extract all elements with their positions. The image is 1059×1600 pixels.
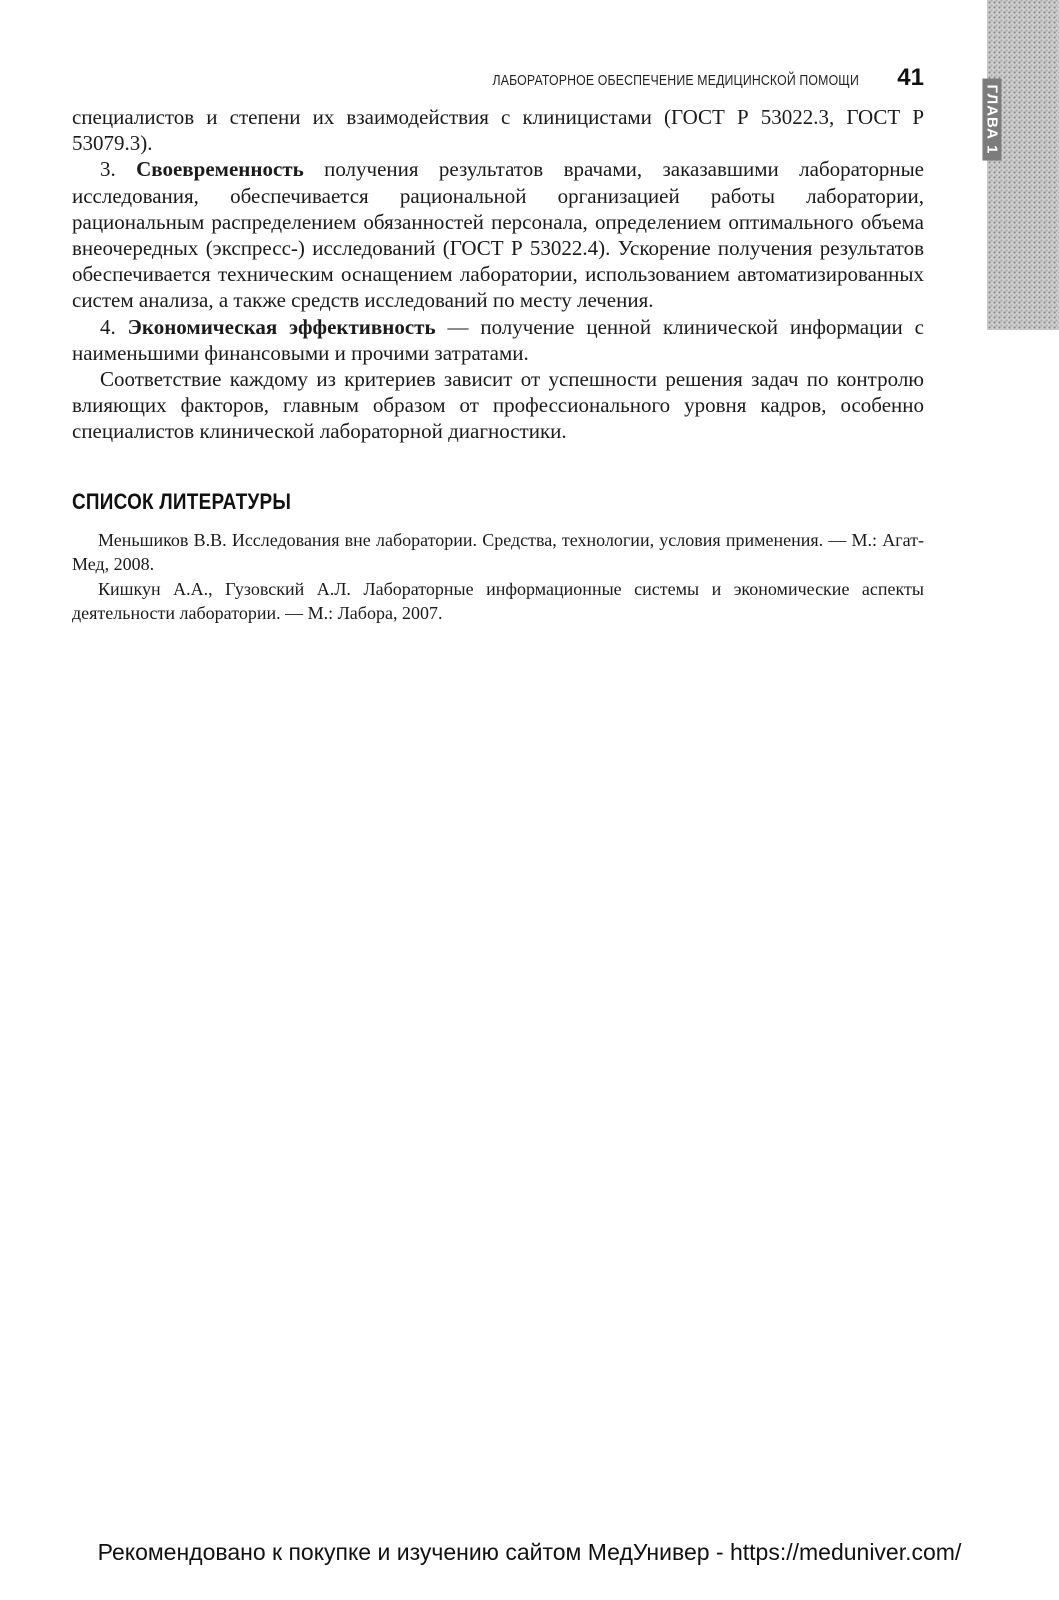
reference-item: Кишкун А.А., Гузовский А.Л. Лабораторные информационные системы и экономические аспекты деятельности лаборатории. — М.: Лабора, 2007. <box>72 579 924 623</box>
footer-recommendation: Рекомендовано к покупке и изучению сайтом МедУнивер - https://meduniver.com/ <box>97 1539 962 1565</box>
term-efficiency: Экономическая эффективность <box>127 314 436 339</box>
term-timeliness: Своевременность <box>136 157 304 182</box>
references-list <box>72 528 924 625</box>
reference-item: Меньшиков В.В. Исследования вне лаборатории. Средства, технологии, условия применения. — М.: Агат-Мед, 2008. <box>72 530 924 574</box>
paragraph-conclusion: Соответствие каждому из критериев зависит от успешности решения задач по контролю влияющих факторов, главным образом от профессионального уровня кадров, особенно специалистов клинической лабораторной диагностики. <box>72 367 924 444</box>
paragraph-efficiency <box>72 314 924 366</box>
page-number: 41 <box>897 64 924 91</box>
references-heading: СПИСОК ЛИТЕРАТУРЫ <box>72 489 292 514</box>
chapter-tab-label: ГЛАВА 1 <box>983 79 1002 161</box>
paragraph-text: — получение ценной клинической информации с наименьшими финансовыми и прочими затратами. <box>72 314 924 365</box>
paragraph-timeliness <box>72 156 924 313</box>
running-title: ЛАБОРАТОРНОЕ ОБЕСПЕЧЕНИЕ МЕДИЦИНСКОЙ ПОМОЩИ <box>492 72 860 89</box>
paragraph-continuation: специалистов и степени их взаимодействия с клиницистами (ГОСТ Р 53022.3, ГОСТ Р 53079.3). <box>72 105 924 156</box>
list-number: 4. <box>100 314 128 339</box>
chapter-side-tab <box>983 0 1059 330</box>
paragraph-text: получения результатов врачами, заказавшими лабораторные исследования, обеспечивается рациональной организацией работы лаборатории, рациональным распределением обязанностей персонала, определением оптимального объема внеочередных (экспресс-) исследований (ГОСТ Р 53022.4). Ускорение получения результатов обеспечивается техническим оснащением лаборатории, использованием автоматизированных систем анализа, а также средств исследований по месту лечения. <box>72 157 924 313</box>
running-header <box>72 64 924 92</box>
list-number: 3. <box>100 157 137 182</box>
body-text <box>72 104 924 445</box>
